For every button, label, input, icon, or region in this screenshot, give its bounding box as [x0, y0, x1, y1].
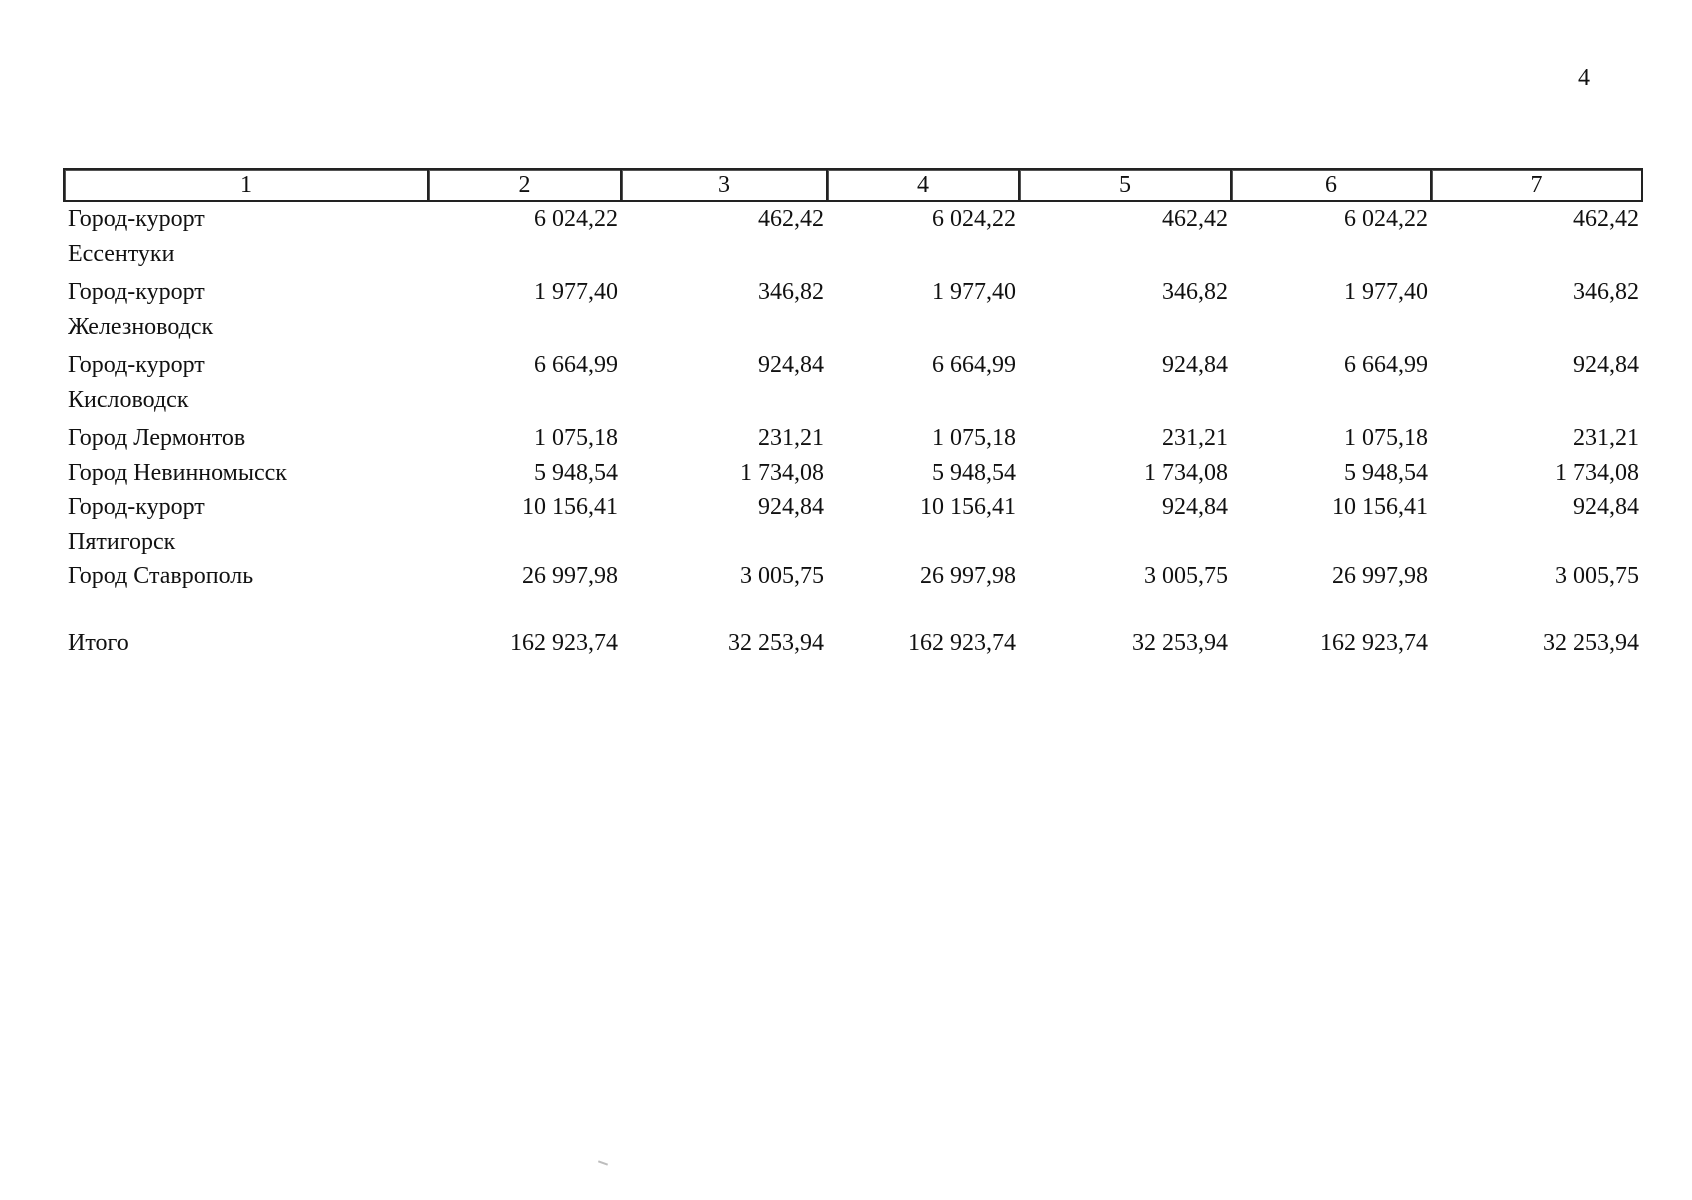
row-name: Пятигорск [68, 528, 176, 555]
table-cell: 346,82 [1573, 279, 1639, 305]
column-header: 4 [827, 169, 1019, 201]
data-table [63, 168, 1643, 660]
table-row [64, 201, 1642, 237]
table-cell: 1 977,40 [932, 279, 1016, 305]
row-name: Ессентуки [68, 240, 175, 267]
table-cell: 5 948,54 [932, 459, 1016, 486]
row-name: Город Ставрополь [68, 563, 254, 589]
total-row [64, 594, 1642, 661]
row-name: Город Лермонтов [68, 425, 246, 451]
table-cell: 26 997,98 [920, 563, 1016, 589]
row-name: Город-курорт [68, 494, 205, 520]
table-cell: 26 997,98 [522, 563, 618, 589]
table-row-continuation [64, 383, 1642, 422]
table-cell: 1 734,08 [1555, 459, 1639, 486]
table-cell: 26 997,98 [1332, 563, 1428, 589]
table-cell: 1 075,18 [1344, 425, 1428, 451]
table-cell: 6 664,99 [1344, 352, 1428, 378]
total-cell: 32 253,94 [728, 629, 824, 656]
column-header: 7 [1431, 169, 1642, 201]
table-cell: 10 156,41 [522, 494, 618, 520]
table-cell: 5 948,54 [534, 459, 618, 486]
table-cell: 346,82 [1162, 279, 1228, 305]
table-cell: 924,84 [758, 352, 824, 378]
table-cell: 231,21 [1573, 425, 1639, 451]
column-header: 2 [428, 169, 621, 201]
table-cell: 924,84 [758, 494, 824, 520]
header-row [64, 169, 1642, 201]
table-cell: 10 156,41 [1332, 494, 1428, 520]
row-name: Город-курорт [68, 352, 205, 378]
total-cell: 162 923,74 [908, 629, 1016, 656]
table-row [64, 456, 1642, 491]
table-cell: 10 156,41 [920, 494, 1016, 520]
table-cell: 462,42 [1573, 206, 1639, 232]
scan-speck [598, 1160, 608, 1165]
total-cell: 162 923,74 [1320, 629, 1428, 656]
table-row [64, 275, 1642, 310]
table-cell: 924,84 [1162, 494, 1228, 520]
table-row-continuation [64, 237, 1642, 276]
table-cell: 462,42 [1162, 206, 1228, 232]
total-cell: 32 253,94 [1543, 629, 1639, 656]
column-header: 1 [64, 169, 428, 201]
table-cell: 924,84 [1573, 352, 1639, 378]
total-label: Итого [68, 629, 129, 656]
table-cell: 3 005,75 [740, 563, 824, 589]
table-cell: 1 977,40 [1344, 279, 1428, 305]
table-cell: 6 024,22 [534, 206, 618, 232]
table-cell: 6 664,99 [932, 352, 1016, 378]
row-name: Кисловодск [68, 386, 189, 413]
table-cell: 6 024,22 [1344, 206, 1428, 232]
page-number: 4 [1578, 65, 1590, 91]
table-cell: 1 075,18 [932, 425, 1016, 451]
table-row [64, 348, 1642, 383]
table-cell: 231,21 [1162, 425, 1228, 451]
table-cell: 1 734,08 [740, 459, 824, 486]
table-cell: 5 948,54 [1344, 459, 1428, 486]
table-row [64, 559, 1642, 594]
row-name: Город-курорт [68, 279, 205, 305]
table-row-continuation [64, 525, 1642, 560]
table-row [64, 490, 1642, 525]
table-cell: 231,21 [758, 425, 824, 451]
column-header: 3 [621, 169, 827, 201]
table-cell: 3 005,75 [1144, 563, 1228, 589]
table-cell: 6 024,22 [932, 206, 1016, 232]
table-cell: 924,84 [1573, 494, 1639, 520]
table-row-continuation [64, 310, 1642, 349]
row-name: Город Невинномысск [68, 459, 287, 486]
row-name: Железноводск [68, 313, 214, 340]
table-cell: 1 075,18 [534, 425, 618, 451]
table-cell: 3 005,75 [1555, 563, 1639, 589]
row-name: Город-курорт [68, 206, 205, 232]
table-cell: 1 734,08 [1144, 459, 1228, 486]
table-cell: 346,82 [758, 279, 824, 305]
table-cell: 924,84 [1162, 352, 1228, 378]
table-cell: 462,42 [758, 206, 824, 232]
table-cell: 6 664,99 [534, 352, 618, 378]
total-cell: 162 923,74 [510, 629, 618, 656]
table-cell: 1 977,40 [534, 279, 618, 305]
total-cell: 32 253,94 [1132, 629, 1228, 656]
table-row [64, 421, 1642, 456]
column-header: 5 [1019, 169, 1231, 201]
column-header: 6 [1231, 169, 1431, 201]
